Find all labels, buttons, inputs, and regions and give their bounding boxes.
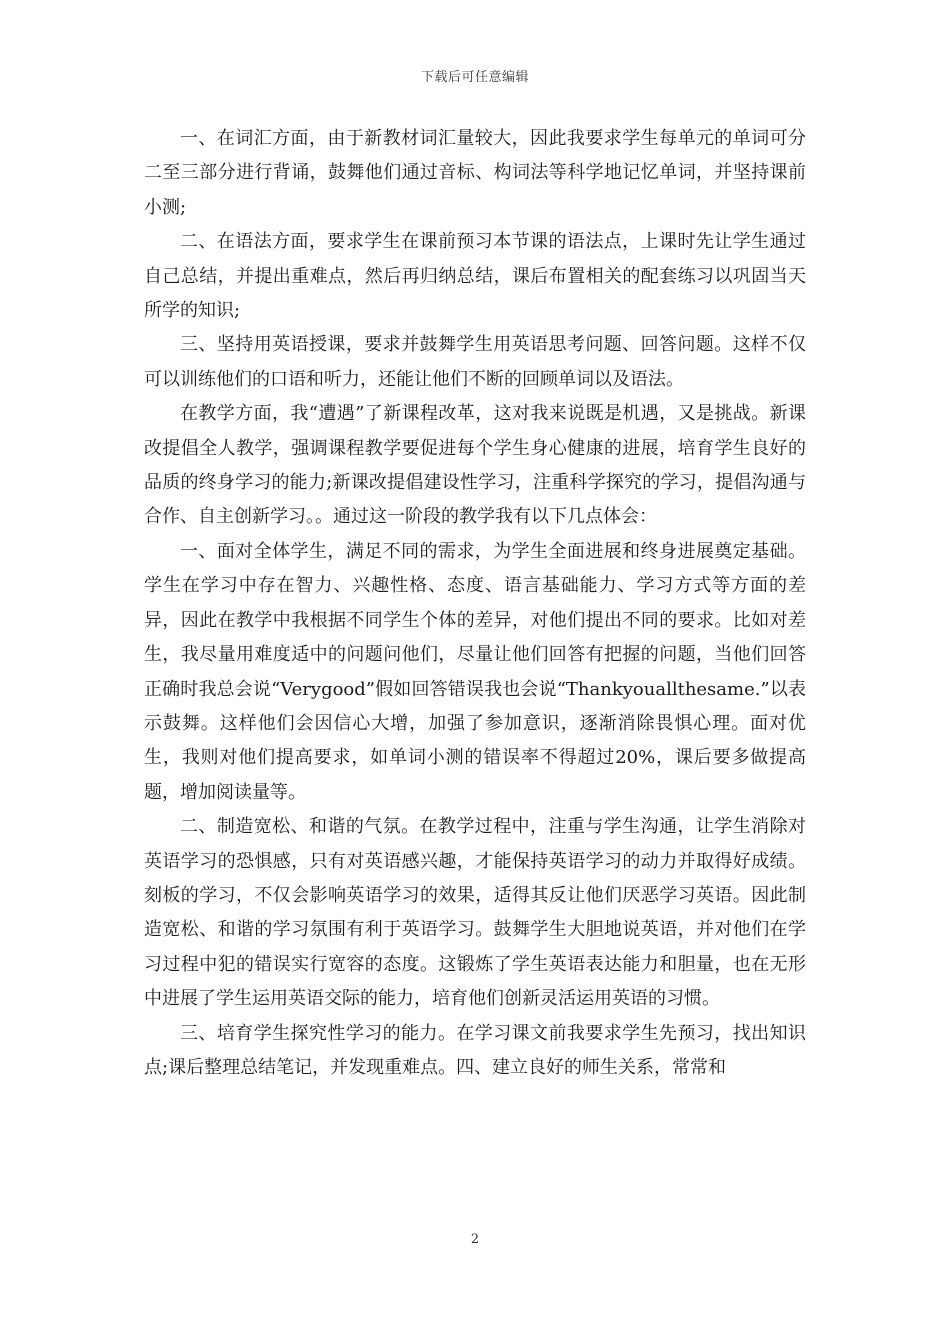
paragraph-english-teaching: 三、坚持用英语授课，要求并鼓舞学生用英语思考问题、回答问题。这样不仅可以训练他们的口语和听力，还能让他们不断的回顾单词以及语法。 — [144, 334, 806, 390]
paragraph-curriculum-reform: 在教学方面，我“遭遇”了新课程改革，这对我来说既是机遇，又是挑战。新课改提倡全人教学，强调课程教学要促进每个学生身心健康的进展，培育学生良好的品质的终身学习的能力;新课改提倡建设性学习，注重科学探究的学习，提倡沟通与合作、自主创新学习。。通过这一阶段的教学我有以下几点体会： — [144, 403, 806, 528]
paragraph-atmosphere: 二、制造宽松、和谐的气氛。在教学过程中，注重与学生沟通，让学生消除对英语学习的恐惧感，只有对英语感兴趣，才能保持英语学习的动力并取得好成绩。刻板的学习，不仅会影响英语学习的效果，适得其反让他们厌恶学习英语。因此制造宽松、和谐的学习氛围有利于英语学习。鼓舞学生大胆地说英语，并对他们在学习过程中犯的错误实行宽容的态度。这锻炼了学生英语表达能力和胆量，也在无形中进展了学生运用英语交际的能力，培育他们创新灵活运用英语的习惯。 — [144, 816, 806, 1010]
paragraph-inquiry-learning: 三、培育学生探究性学习的能力。在学习课文前我要求学生先预习，找出知识点;课后整理总结笔记，并发现重难点。四、建立良好的师生关系，常常和 — [144, 1022, 806, 1078]
document-body — [144, 122, 806, 1085]
page-number: 2 — [470, 1232, 480, 1247]
page-header: 下载后可任意编辑 — [420, 70, 529, 85]
paragraph-grammar: 二、在语法方面，要求学生在课前预习本节课的语法点，上课时先让学生通过自己总结，并提出重难点，然后再归纳总结，课后布置相关的配套练习以巩固当天所学的知识; — [144, 231, 806, 322]
paragraph-all-students: 一、面对全体学生，满足不同的需求，为学生全面进展和终身进展奠定基础。学生在学习中存在智力、兴趣性格、态度、语言基础能力、学习方式等方面的差异，因此在教学中我根据不同学生个体的差异，对他们提出不同的要求。比如对差生，我尽量用难度适中的问题问他们，尽量让他们回答有把握的问题，当他们回答正确时我总会说“Verygood”假如回答错误我也会说“Thankyouallthesame.”以表示鼓舞。这样他们会因信心大增，加强了参加意识，逐渐消除畏惧心理。面对优生，我则对他们提高要求，如单词小测的错误率不得超过20%，课后要多做提高题，增加阅读量等。 — [144, 540, 806, 803]
paragraph-vocabulary: 一、在词汇方面，由于新教材词汇量较大，因此我要求学生每单元的单词可分二至三部分进行背诵，鼓舞他们通过音标、构词法等科学地记忆单词，并坚持课前小测; — [144, 128, 806, 218]
